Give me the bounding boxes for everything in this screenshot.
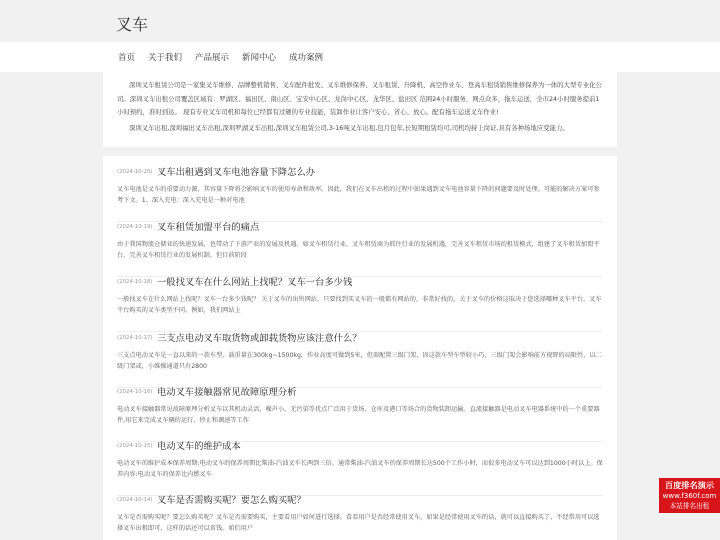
article-summary: 电动叉车接触器常见故障原理分析叉车以其机动灵活、噪声小、无污染等优点广泛用于货场、仓库及港口等场合的货物装卸运输。直流接触器是电动叉车电器系统中的一个重要器件,用它来完成叉车辆的运行、停止和调速等工作 [117,406,600,424]
article-list [103,156,617,540]
company-intro [103,72,617,147]
site-title[interactable]: 叉车 [116,15,149,34]
badge-url: www.f360f.com [662,492,717,500]
list-item [117,438,603,496]
article-date: (2024-10-18) [117,279,153,285]
list-item [117,492,603,540]
article-title[interactable]: 叉车租赁加盟平台的痛点 [157,222,260,233]
article-summary: 叉车是否需购买呢？要怎么购买呢？叉车是否需要购买，主要看用户如何进行选择。看看用户是否经常使用叉车，如果是经常使用叉车的话，就可以直接购买了，不经常用可以选择叉车出租即可，这样的话还可以省钱。咱们用户 [117,514,600,532]
article-date: (2024-10-17) [117,335,153,341]
nav-news[interactable]: 新闻中心 [242,53,277,63]
nav-about[interactable]: 关于我们 [148,53,183,63]
list-item [117,384,603,442]
intro-keywords: 深圳叉车出租,深圳福田叉车出租,深圳罗湖叉车出租,深圳叉车租赁公司,3-16吨叉车出租,包月包年,长短期租赁均可,司机均持上岗证,具有各种场地应变能力。 [129,123,569,132]
article-title[interactable]: 叉车是否需购买呢？要怎么购买呢？ [157,495,306,506]
article-date: (2024-10-20) [117,169,153,175]
article-date: (2024-10-16) [117,389,153,395]
nav-cases[interactable]: 成功案例 [289,53,324,63]
article-title[interactable]: 叉车出租遇到叉车电池容量下降怎么办 [157,167,316,178]
article-title[interactable]: 电动叉车接触器常见故障原理分析 [157,387,297,398]
nav-products[interactable]: 产品展示 [195,53,230,63]
article-summary: 三支点电动叉车是一直以来的一款车型，载重量在300kg~1500kg，作业高度可做到5米，但需配置三级门架，因这款车型车型较小巧，三级门架会影响前方视野的局限性，以二级门架或，小维操通道只有2800 [117,352,602,370]
article-summary: 电动叉车的维护成本保养周期:电动叉车的保养周期比柴油-汽油叉车长两到三倍。通常柴油-汽油叉车的保养周期长达500个工作小时，而很多电动叉车可以达到1000小时以上。保养内容:电动叉车的保养比内燃叉车 [117,460,603,478]
article-title[interactable]: 一般找叉车在什么网站上找呢？叉车一台多少钱 [157,277,353,288]
article-summary: 由于我国物流仓储业的快速发展，也带动了下游产业的发展及机遇。如叉车租赁行业，叉车租赁商为抓住行业的发展机遇，完善叉车租赁市场的租赁模式，组建了叉车租赁加盟平台，完善叉车租赁行业的发展机制。但目前阶段 [117,241,600,259]
article-title[interactable]: 电动叉车的维护成本 [157,441,241,452]
main-nav [0,42,720,72]
site-header [0,0,720,42]
list-item [117,219,603,277]
intro-paragraph: 深圳叉车租赁公司是一家集叉车维修、品牌整机销售、叉车配件批发、叉车维修保养、叉车租赁、升降机、高空作业车、登高车租赁销售维修保养为一体的大型专业化公司。深圳叉车出租公司覆盖区域有：罗湖区、福田区、南山区、宝安中心区、龙岗中心区、龙华区、盐田区 范围24小时服务，网点众多，拖车运送，全市24小时服务提前1小时预约，准时到达。 现有专业叉车司机和每位已经都有过硬的专业技能，装卸作业让客户安心、省心、放心。配有拖车运送叉车作业! [117,81,602,116]
ranking-ad-badge[interactable] [659,478,720,513]
badge-title: 百度排名演示 [664,480,715,490]
list-item [117,274,603,332]
article-summary: 一般找叉车在什么网站上找呢？叉车一台多少钱呢？ 关于叉车的出售网站，只要找到买叉车的一般都有网站的，非常好找的。关于叉车的价格这取决于您选择哪种叉车平台，叉车平台购买的叉车类型不同。例如，我们网站上 [117,296,602,314]
list-item [117,164,603,222]
article-date: (2024-10-14) [117,497,153,503]
article-title[interactable]: 三支点电动叉车取货物或卸载货物应该注意什么？ [157,333,362,344]
nav-home[interactable]: 首页 [118,53,136,63]
list-item [117,330,603,388]
article-date: (2024-10-15) [117,443,153,449]
article-date: (2024-10-19) [117,224,153,230]
badge-subtitle: 本站排名出租 [669,502,710,510]
article-summary: 叉车电池是叉车的重要动力源，其容量下降将会影响叉车的使用寿命和效率。因此，我们在叉车出租的过程中如果遇到叉车电池容量下降的问题要及时处理。可能的解决方案可参考下文。1、深入充电：深入充电是一种对电池 [117,186,600,204]
